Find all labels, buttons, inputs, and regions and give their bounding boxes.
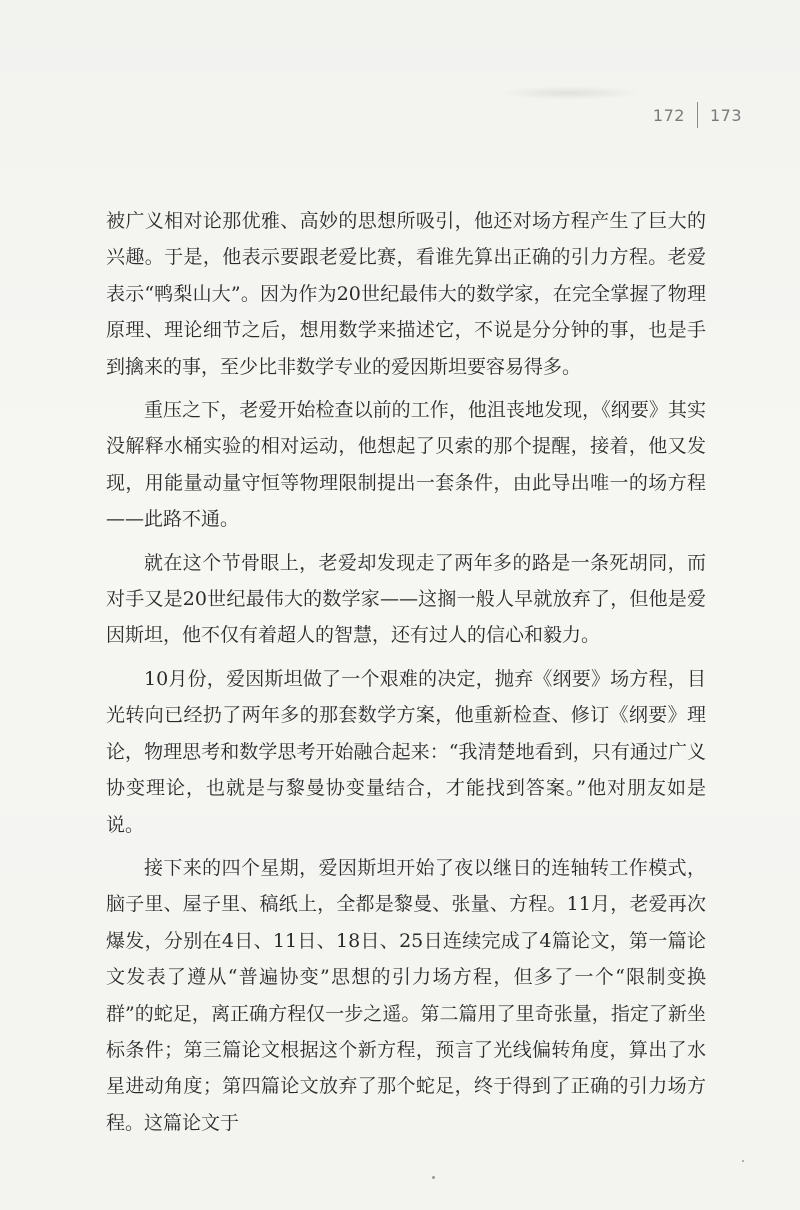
left-page-number: 172 [652, 105, 685, 125]
paragraph: 被广义相对论那优雅、高妙的思想所吸引，他还对场方程产生了巨大的兴趣。于是，他表示要跟老爱比赛，看谁先算出正确的引力方程。老爱表示“鸭梨山大”。因为作为20世纪最伟大的数学家，在完全掌握了物理原理、理论细节之后，想用数学来描述它，不说是分分钟的事，也是手到擒来的事，至少比非数学专业的爱因斯坦要容易得多。 [106, 210, 706, 378]
scan-speck [432, 1176, 435, 1179]
right-page-number: 173 [709, 105, 742, 125]
page-number-divider [697, 102, 698, 128]
paragraph: 10月份，爱因斯坦做了一个艰难的决定，抛弃《纲要》场方程，目光转向已经扔了两年多的那套数学方案，他重新检查、修订《纲要》理论，物理思考和数学思考开始融合起来：“我清楚地看到，只有通过广义协变理论，也就是与黎曼协变量结合，才能找到答案。”他对朋友如是说。 [106, 667, 706, 836]
paragraph: 就在这个节骨眼上，老爱却发现走了两年多的路是一条死胡同，而对手又是20世纪最伟大的数学家——这搁一般人早就放弃了，但他是爱因斯坦，他不仅有着超人的智慧，还有过人的信心和毅力。 [106, 551, 706, 647]
scan-smudge [500, 86, 640, 100]
page-header [653, 102, 742, 128]
scan-speck [742, 1160, 744, 1162]
paragraph: 接下来的四个星期，爱因斯坦开始了夜以继日的连轴转工作模式，脑子里、屋子里、稿纸上，全都是黎曼、张量、方程。11月，老爱再次爆发，分别在4日、11日、18日、25日连续完成了4篇论文，第一篇论文发表了遵从“普遍协变”思想的引力场方程，但多了一个“限制变换群”的蛇足，离正确方程仅一步之遥。第二篇用了里奇张量，指定了新坐标条件；第三篇论文根据这个新方程，预言了光线偏转角度，算出了水星进动角度；第四篇论文放弃了那个蛇足，终于得到了正确的引力场方程。这篇论文于 [106, 856, 706, 1134]
paragraph: 重压之下，老爱开始检查以前的工作，他沮丧地发现，《纲要》其实没解释水桶实验的相对运动，他想起了贝索的那个提醒，接着，他又发现，用能量动量守恒等物理限制提出一套条件，由此导出唯一的场方程——此路不通。 [106, 399, 706, 531]
body-text [106, 203, 706, 1148]
